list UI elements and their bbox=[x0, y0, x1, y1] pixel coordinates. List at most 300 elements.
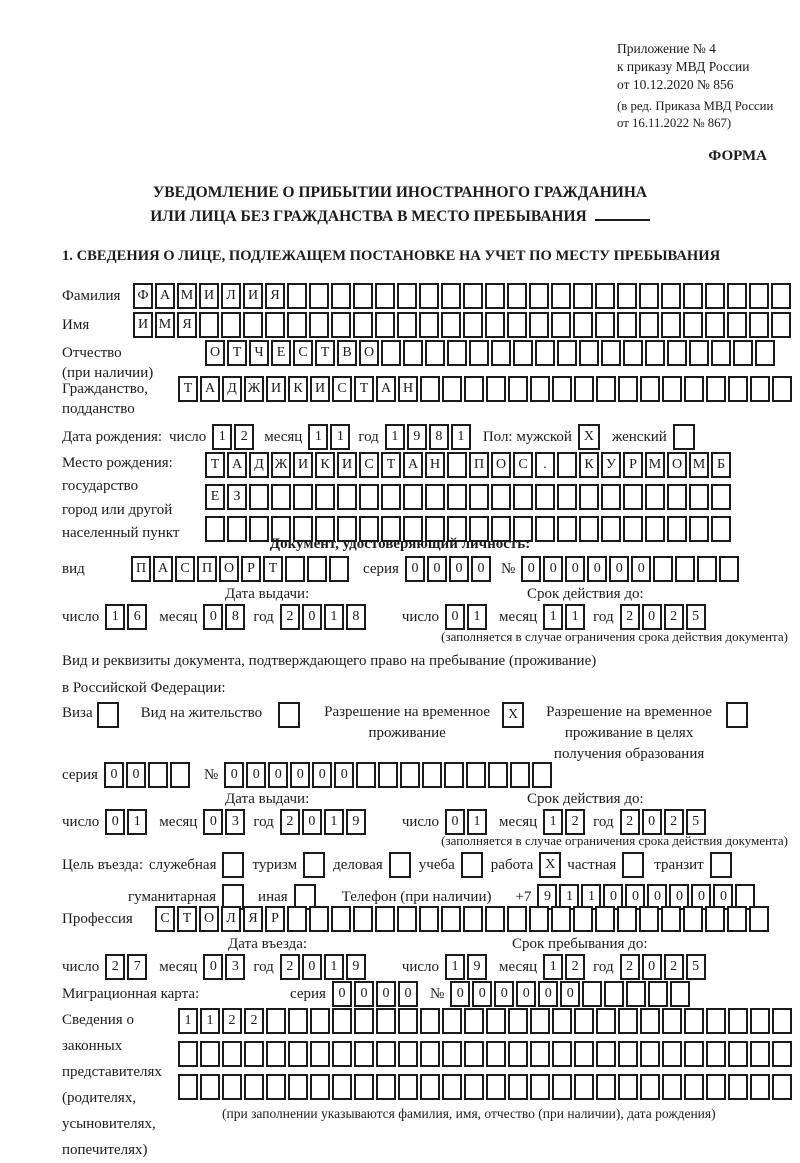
char-cell[interactable] bbox=[353, 283, 373, 309]
char-cell[interactable]: С bbox=[155, 906, 175, 932]
char-cell[interactable]: Ж bbox=[271, 452, 291, 478]
char-cell[interactable] bbox=[532, 762, 552, 788]
char-cell[interactable] bbox=[441, 283, 461, 309]
char-cell[interactable] bbox=[375, 906, 395, 932]
char-cell[interactable] bbox=[706, 1074, 726, 1100]
char-cell[interactable] bbox=[287, 312, 307, 338]
char-cell[interactable]: 0 bbox=[302, 809, 322, 835]
char-cell[interactable]: Т bbox=[263, 556, 283, 582]
char-cell[interactable] bbox=[684, 1074, 704, 1100]
char-cell[interactable] bbox=[464, 376, 484, 402]
char-cell[interactable]: С bbox=[359, 452, 379, 478]
char-cell[interactable]: 0 bbox=[203, 954, 223, 980]
char-cell[interactable]: 0 bbox=[376, 981, 396, 1007]
char-cell[interactable]: 1 bbox=[105, 604, 125, 630]
char-cell[interactable] bbox=[530, 376, 550, 402]
char-cell[interactable] bbox=[711, 340, 731, 366]
char-cell[interactable] bbox=[711, 484, 731, 510]
char-cell[interactable] bbox=[705, 906, 725, 932]
char-cell[interactable] bbox=[200, 1041, 220, 1067]
char-cell[interactable]: Р bbox=[265, 906, 285, 932]
char-cell[interactable] bbox=[750, 1041, 770, 1067]
char-cell[interactable] bbox=[508, 1008, 528, 1034]
char-cell[interactable]: Н bbox=[425, 452, 445, 478]
char-cell[interactable]: О bbox=[491, 452, 511, 478]
char-cell[interactable] bbox=[420, 1041, 440, 1067]
char-cell[interactable]: Д bbox=[249, 452, 269, 478]
purpose-business-checkbox[interactable] bbox=[389, 852, 411, 878]
char-cell[interactable]: 2 bbox=[280, 954, 300, 980]
char-cell[interactable] bbox=[529, 906, 549, 932]
char-cell[interactable]: 2 bbox=[565, 954, 585, 980]
char-cell[interactable]: 0 bbox=[587, 556, 607, 582]
char-cell[interactable] bbox=[728, 376, 748, 402]
temp-residence-edu-checkbox[interactable] bbox=[726, 702, 748, 728]
char-cell[interactable] bbox=[727, 906, 747, 932]
char-cell[interactable] bbox=[750, 376, 770, 402]
purpose-study-checkbox[interactable] bbox=[461, 852, 483, 878]
char-cell[interactable] bbox=[403, 340, 423, 366]
char-cell[interactable]: 2 bbox=[664, 954, 684, 980]
char-cell[interactable]: 0 bbox=[625, 884, 645, 910]
char-cell[interactable] bbox=[617, 312, 637, 338]
char-cell[interactable]: К bbox=[315, 452, 335, 478]
char-cell[interactable] bbox=[485, 906, 505, 932]
char-cell[interactable]: 9 bbox=[346, 809, 366, 835]
char-cell[interactable] bbox=[464, 1008, 484, 1034]
char-cell[interactable]: 1 bbox=[330, 424, 350, 450]
char-cell[interactable]: 8 bbox=[346, 604, 366, 630]
char-cell[interactable]: О bbox=[667, 452, 687, 478]
char-cell[interactable] bbox=[648, 981, 668, 1007]
char-cell[interactable]: Б bbox=[711, 452, 731, 478]
char-cell[interactable] bbox=[733, 340, 753, 366]
char-cell[interactable]: 0 bbox=[105, 809, 125, 835]
char-cell[interactable]: Н bbox=[398, 376, 418, 402]
char-cell[interactable] bbox=[485, 283, 505, 309]
char-cell[interactable]: 0 bbox=[450, 981, 470, 1007]
char-cell[interactable]: 9 bbox=[346, 954, 366, 980]
char-cell[interactable]: 0 bbox=[427, 556, 447, 582]
char-cell[interactable] bbox=[670, 981, 690, 1007]
char-cell[interactable]: 1 bbox=[324, 809, 344, 835]
char-cell[interactable] bbox=[661, 283, 681, 309]
char-cell[interactable] bbox=[626, 981, 646, 1007]
char-cell[interactable]: С bbox=[175, 556, 195, 582]
char-cell[interactable]: 3 bbox=[225, 809, 245, 835]
char-cell[interactable]: 1 bbox=[127, 809, 147, 835]
char-cell[interactable] bbox=[683, 906, 703, 932]
char-cell[interactable] bbox=[442, 376, 462, 402]
char-cell[interactable]: А bbox=[153, 556, 173, 582]
char-cell[interactable] bbox=[596, 1008, 616, 1034]
char-cell[interactable]: А bbox=[200, 376, 220, 402]
char-cell[interactable] bbox=[772, 1041, 792, 1067]
char-cell[interactable]: О bbox=[199, 906, 219, 932]
char-cell[interactable]: В bbox=[337, 340, 357, 366]
char-cell[interactable] bbox=[466, 762, 486, 788]
char-cell[interactable] bbox=[639, 906, 659, 932]
char-cell[interactable] bbox=[683, 283, 703, 309]
char-cell[interactable]: О bbox=[205, 340, 225, 366]
char-cell[interactable]: 6 bbox=[127, 604, 147, 630]
char-cell[interactable] bbox=[697, 556, 717, 582]
char-cell[interactable] bbox=[749, 906, 769, 932]
char-cell[interactable] bbox=[441, 906, 461, 932]
char-cell[interactable] bbox=[595, 312, 615, 338]
char-cell[interactable] bbox=[639, 283, 659, 309]
char-cell[interactable] bbox=[727, 312, 747, 338]
char-cell[interactable]: П bbox=[131, 556, 151, 582]
char-cell[interactable]: 8 bbox=[429, 424, 449, 450]
char-cell[interactable]: Я bbox=[265, 283, 285, 309]
char-cell[interactable]: 0 bbox=[332, 981, 352, 1007]
char-cell[interactable] bbox=[728, 1074, 748, 1100]
char-cell[interactable] bbox=[645, 340, 665, 366]
char-cell[interactable]: Ч bbox=[249, 340, 269, 366]
char-cell[interactable]: 0 bbox=[398, 981, 418, 1007]
char-cell[interactable] bbox=[249, 484, 269, 510]
purpose-tourism-checkbox[interactable] bbox=[303, 852, 325, 878]
char-cell[interactable] bbox=[442, 1008, 462, 1034]
char-cell[interactable] bbox=[513, 484, 533, 510]
char-cell[interactable] bbox=[420, 1008, 440, 1034]
char-cell[interactable] bbox=[354, 1008, 374, 1034]
char-cell[interactable] bbox=[420, 376, 440, 402]
char-cell[interactable]: 2 bbox=[620, 954, 640, 980]
char-cell[interactable] bbox=[508, 376, 528, 402]
char-cell[interactable] bbox=[750, 1074, 770, 1100]
char-cell[interactable] bbox=[356, 762, 376, 788]
char-cell[interactable]: А bbox=[155, 283, 175, 309]
char-cell[interactable]: О bbox=[219, 556, 239, 582]
char-cell[interactable] bbox=[573, 283, 593, 309]
char-cell[interactable]: 5 bbox=[686, 809, 706, 835]
char-cell[interactable] bbox=[573, 906, 593, 932]
char-cell[interactable]: 2 bbox=[565, 809, 585, 835]
char-cell[interactable] bbox=[508, 1074, 528, 1100]
char-cell[interactable]: 0 bbox=[642, 809, 662, 835]
char-cell[interactable]: 1 bbox=[385, 424, 405, 450]
char-cell[interactable] bbox=[530, 1041, 550, 1067]
char-cell[interactable] bbox=[442, 1074, 462, 1100]
char-cell[interactable] bbox=[623, 484, 643, 510]
char-cell[interactable] bbox=[381, 340, 401, 366]
char-cell[interactable]: И bbox=[337, 452, 357, 478]
char-cell[interactable]: Л bbox=[221, 906, 241, 932]
char-cell[interactable] bbox=[397, 283, 417, 309]
char-cell[interactable]: 2 bbox=[620, 809, 640, 835]
char-cell[interactable] bbox=[376, 1074, 396, 1100]
char-cell[interactable]: 0 bbox=[312, 762, 332, 788]
char-cell[interactable] bbox=[331, 283, 351, 309]
char-cell[interactable]: 5 bbox=[686, 604, 706, 630]
char-cell[interactable] bbox=[285, 556, 305, 582]
char-cell[interactable]: 0 bbox=[565, 556, 585, 582]
char-cell[interactable] bbox=[419, 906, 439, 932]
char-cell[interactable]: 1 bbox=[324, 954, 344, 980]
char-cell[interactable] bbox=[706, 1008, 726, 1034]
char-cell[interactable] bbox=[551, 906, 571, 932]
char-cell[interactable]: С bbox=[513, 452, 533, 478]
char-cell[interactable]: 1 bbox=[581, 884, 601, 910]
char-cell[interactable] bbox=[661, 906, 681, 932]
char-cell[interactable]: 7 bbox=[127, 954, 147, 980]
char-cell[interactable]: 1 bbox=[559, 884, 579, 910]
char-cell[interactable] bbox=[420, 1074, 440, 1100]
char-cell[interactable] bbox=[463, 283, 483, 309]
char-cell[interactable] bbox=[353, 906, 373, 932]
char-cell[interactable]: Я bbox=[243, 906, 263, 932]
char-cell[interactable] bbox=[618, 1008, 638, 1034]
char-cell[interactable] bbox=[530, 1074, 550, 1100]
char-cell[interactable]: 2 bbox=[664, 809, 684, 835]
char-cell[interactable] bbox=[552, 1008, 572, 1034]
char-cell[interactable]: 8 bbox=[225, 604, 245, 630]
char-cell[interactable] bbox=[684, 376, 704, 402]
char-cell[interactable] bbox=[486, 1041, 506, 1067]
char-cell[interactable] bbox=[645, 484, 665, 510]
char-cell[interactable]: О bbox=[359, 340, 379, 366]
char-cell[interactable] bbox=[640, 1074, 660, 1100]
char-cell[interactable] bbox=[557, 484, 577, 510]
char-cell[interactable] bbox=[491, 340, 511, 366]
char-cell[interactable]: Л bbox=[221, 283, 241, 309]
char-cell[interactable] bbox=[287, 283, 307, 309]
char-cell[interactable]: Я bbox=[177, 312, 197, 338]
char-cell[interactable]: Р bbox=[241, 556, 261, 582]
sex-female-checkbox[interactable] bbox=[673, 424, 695, 450]
char-cell[interactable]: К bbox=[288, 376, 308, 402]
char-cell[interactable]: К bbox=[579, 452, 599, 478]
char-cell[interactable] bbox=[772, 376, 792, 402]
char-cell[interactable] bbox=[486, 1008, 506, 1034]
char-cell[interactable] bbox=[574, 1008, 594, 1034]
char-cell[interactable]: 0 bbox=[471, 556, 491, 582]
char-cell[interactable] bbox=[640, 1041, 660, 1067]
sex-male-checkbox[interactable]: X bbox=[578, 424, 600, 450]
char-cell[interactable] bbox=[579, 340, 599, 366]
char-cell[interactable] bbox=[618, 376, 638, 402]
char-cell[interactable] bbox=[728, 1008, 748, 1034]
char-cell[interactable] bbox=[271, 484, 291, 510]
char-cell[interactable] bbox=[178, 1074, 198, 1100]
char-cell[interactable]: 0 bbox=[405, 556, 425, 582]
char-cell[interactable]: 1 bbox=[212, 424, 232, 450]
char-cell[interactable]: 0 bbox=[224, 762, 244, 788]
char-cell[interactable] bbox=[574, 376, 594, 402]
char-cell[interactable] bbox=[398, 1008, 418, 1034]
char-cell[interactable]: 0 bbox=[538, 981, 558, 1007]
char-cell[interactable] bbox=[329, 556, 349, 582]
char-cell[interactable] bbox=[359, 484, 379, 510]
char-cell[interactable] bbox=[331, 906, 351, 932]
char-cell[interactable] bbox=[397, 312, 417, 338]
char-cell[interactable] bbox=[310, 1041, 330, 1067]
char-cell[interactable]: Т bbox=[178, 376, 198, 402]
char-cell[interactable] bbox=[617, 906, 637, 932]
char-cell[interactable] bbox=[573, 312, 593, 338]
purpose-official-checkbox[interactable] bbox=[222, 852, 244, 878]
char-cell[interactable]: Т bbox=[227, 340, 247, 366]
char-cell[interactable] bbox=[529, 312, 549, 338]
char-cell[interactable] bbox=[178, 1041, 198, 1067]
char-cell[interactable] bbox=[354, 1041, 374, 1067]
char-cell[interactable] bbox=[398, 1074, 418, 1100]
char-cell[interactable] bbox=[535, 340, 555, 366]
char-cell[interactable] bbox=[727, 283, 747, 309]
char-cell[interactable]: 0 bbox=[521, 556, 541, 582]
char-cell[interactable] bbox=[749, 312, 769, 338]
char-cell[interactable] bbox=[442, 1041, 462, 1067]
char-cell[interactable] bbox=[552, 1041, 572, 1067]
char-cell[interactable] bbox=[529, 283, 549, 309]
char-cell[interactable]: 0 bbox=[354, 981, 374, 1007]
char-cell[interactable]: 0 bbox=[445, 809, 465, 835]
purpose-transit-checkbox[interactable] bbox=[710, 852, 732, 878]
char-cell[interactable] bbox=[750, 1008, 770, 1034]
char-cell[interactable] bbox=[354, 1074, 374, 1100]
char-cell[interactable] bbox=[463, 312, 483, 338]
char-cell[interactable] bbox=[222, 1074, 242, 1100]
char-cell[interactable] bbox=[148, 762, 168, 788]
char-cell[interactable] bbox=[485, 312, 505, 338]
purpose-work-checkbox[interactable]: X bbox=[539, 852, 561, 878]
char-cell[interactable] bbox=[640, 1008, 660, 1034]
char-cell[interactable] bbox=[491, 484, 511, 510]
char-cell[interactable] bbox=[601, 484, 621, 510]
char-cell[interactable] bbox=[675, 556, 695, 582]
char-cell[interactable]: 1 bbox=[451, 424, 471, 450]
char-cell[interactable] bbox=[331, 312, 351, 338]
char-cell[interactable] bbox=[381, 484, 401, 510]
char-cell[interactable]: 0 bbox=[494, 981, 514, 1007]
char-cell[interactable] bbox=[507, 283, 527, 309]
char-cell[interactable] bbox=[552, 376, 572, 402]
char-cell[interactable] bbox=[706, 1041, 726, 1067]
char-cell[interactable] bbox=[582, 981, 602, 1007]
char-cell[interactable] bbox=[266, 1008, 286, 1034]
char-cell[interactable]: 0 bbox=[290, 762, 310, 788]
char-cell[interactable]: 0 bbox=[516, 981, 536, 1007]
char-cell[interactable]: П bbox=[197, 556, 217, 582]
char-cell[interactable] bbox=[530, 1008, 550, 1034]
char-cell[interactable]: 2 bbox=[620, 604, 640, 630]
char-cell[interactable] bbox=[604, 981, 624, 1007]
char-cell[interactable] bbox=[617, 283, 637, 309]
char-cell[interactable] bbox=[397, 906, 417, 932]
char-cell[interactable]: 1 bbox=[467, 809, 487, 835]
char-cell[interactable]: 0 bbox=[302, 604, 322, 630]
char-cell[interactable]: Ф bbox=[133, 283, 153, 309]
char-cell[interactable] bbox=[486, 1074, 506, 1100]
residence-permit-checkbox[interactable] bbox=[278, 702, 300, 728]
char-cell[interactable]: 0 bbox=[642, 954, 662, 980]
char-cell[interactable] bbox=[728, 1041, 748, 1067]
char-cell[interactable] bbox=[244, 1041, 264, 1067]
char-cell[interactable]: 1 bbox=[543, 809, 563, 835]
char-cell[interactable]: Е bbox=[205, 484, 225, 510]
char-cell[interactable]: 1 bbox=[200, 1008, 220, 1034]
char-cell[interactable] bbox=[376, 1008, 396, 1034]
char-cell[interactable]: У bbox=[601, 452, 621, 478]
char-cell[interactable]: М bbox=[689, 452, 709, 478]
temp-residence-checkbox[interactable]: X bbox=[502, 702, 524, 728]
char-cell[interactable]: 0 bbox=[203, 809, 223, 835]
char-cell[interactable]: 1 bbox=[308, 424, 328, 450]
char-cell[interactable] bbox=[689, 340, 709, 366]
char-cell[interactable] bbox=[309, 906, 329, 932]
char-cell[interactable] bbox=[378, 762, 398, 788]
char-cell[interactable] bbox=[755, 340, 775, 366]
char-cell[interactable] bbox=[596, 1041, 616, 1067]
char-cell[interactable]: Д bbox=[222, 376, 242, 402]
char-cell[interactable]: 3 bbox=[225, 954, 245, 980]
char-cell[interactable] bbox=[596, 1074, 616, 1100]
char-cell[interactable] bbox=[662, 1041, 682, 1067]
char-cell[interactable] bbox=[469, 484, 489, 510]
char-cell[interactable] bbox=[376, 1041, 396, 1067]
char-cell[interactable]: 0 bbox=[445, 604, 465, 630]
char-cell[interactable] bbox=[662, 1074, 682, 1100]
char-cell[interactable]: М bbox=[645, 452, 665, 478]
char-cell[interactable] bbox=[244, 1074, 264, 1100]
char-cell[interactable] bbox=[310, 1074, 330, 1100]
char-cell[interactable]: М bbox=[155, 312, 175, 338]
char-cell[interactable] bbox=[551, 283, 571, 309]
char-cell[interactable] bbox=[574, 1074, 594, 1100]
char-cell[interactable] bbox=[488, 762, 508, 788]
char-cell[interactable]: 0 bbox=[302, 954, 322, 980]
char-cell[interactable] bbox=[243, 312, 263, 338]
char-cell[interactable] bbox=[425, 484, 445, 510]
char-cell[interactable]: 0 bbox=[126, 762, 146, 788]
char-cell[interactable] bbox=[332, 1041, 352, 1067]
char-cell[interactable] bbox=[419, 283, 439, 309]
char-cell[interactable]: 2 bbox=[280, 809, 300, 835]
char-cell[interactable]: 1 bbox=[543, 604, 563, 630]
char-cell[interactable] bbox=[221, 312, 241, 338]
char-cell[interactable] bbox=[266, 1041, 286, 1067]
char-cell[interactable]: С bbox=[293, 340, 313, 366]
char-cell[interactable] bbox=[507, 312, 527, 338]
char-cell[interactable] bbox=[552, 1074, 572, 1100]
char-cell[interactable]: Е bbox=[271, 340, 291, 366]
char-cell[interactable] bbox=[683, 312, 703, 338]
char-cell[interactable] bbox=[535, 484, 555, 510]
char-cell[interactable] bbox=[771, 283, 791, 309]
char-cell[interactable]: Т bbox=[177, 906, 197, 932]
char-cell[interactable]: Т bbox=[315, 340, 335, 366]
char-cell[interactable] bbox=[315, 484, 335, 510]
char-cell[interactable] bbox=[662, 1008, 682, 1034]
char-cell[interactable] bbox=[551, 312, 571, 338]
char-cell[interactable] bbox=[618, 1041, 638, 1067]
char-cell[interactable]: 2 bbox=[664, 604, 684, 630]
char-cell[interactable]: 2 bbox=[105, 954, 125, 980]
char-cell[interactable] bbox=[447, 340, 467, 366]
char-cell[interactable]: 0 bbox=[642, 604, 662, 630]
char-cell[interactable] bbox=[447, 484, 467, 510]
char-cell[interactable] bbox=[557, 340, 577, 366]
char-cell[interactable]: Т bbox=[205, 452, 225, 478]
char-cell[interactable]: Т bbox=[381, 452, 401, 478]
char-cell[interactable] bbox=[307, 556, 327, 582]
char-cell[interactable] bbox=[332, 1074, 352, 1100]
char-cell[interactable]: 2 bbox=[244, 1008, 264, 1034]
char-cell[interactable] bbox=[719, 556, 739, 582]
char-cell[interactable]: 0 bbox=[472, 981, 492, 1007]
